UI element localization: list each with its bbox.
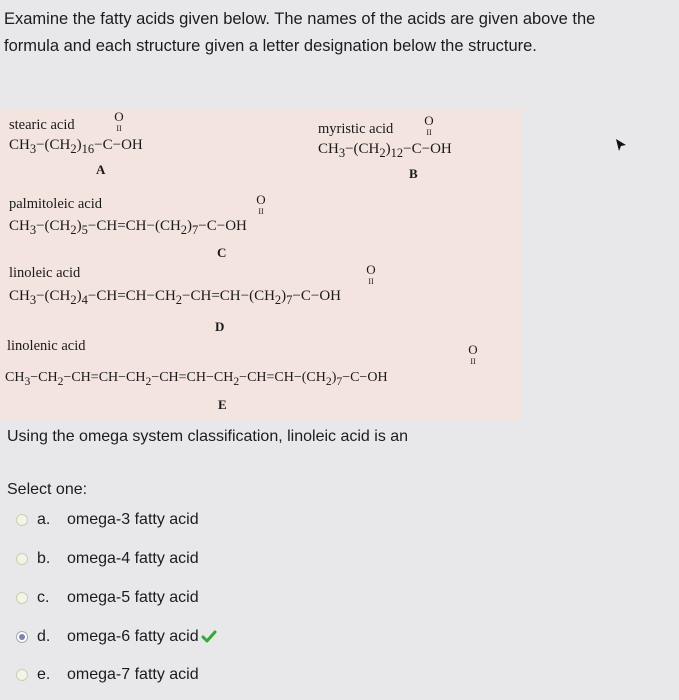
mouse-cursor-icon [614,138,628,152]
radio-b[interactable] [16,553,28,565]
linolenic-carbonyl: O II [468,342,478,366]
linolenic-acid-letter: E [218,397,227,412]
myristic-acid-name: myristic acid [318,121,394,137]
option-c-text: omega-5 fatty acid [67,589,199,606]
option-b-text: omega-4 fatty acid [67,550,199,567]
myristic-acid-letter: B [409,166,418,181]
linoleic-acid-formula: $CH_3-(CH_2)_4-CH=CH-CH_2-CH=CH-(CH_2)_7-C-OH$ [9,288,342,307]
palmitoleic-acid-formula: $CH_3-(CH_2)_5-CH=CH-(CH_2)_7-C-OH$ [9,218,247,237]
option-e[interactable] [16,662,199,688]
option-e-text: omega-7 fatty acid [67,666,199,683]
option-d[interactable] [16,624,217,650]
intro-line-1: Examine the fatty acids given below. The names of the acids are given above the [4,10,596,28]
option-b[interactable] [16,546,199,572]
stearic-carbonyl: O II [114,109,124,133]
option-e-letter: e. [37,666,51,683]
palmitoleic-acid-name: palmitoleic acid [9,196,103,212]
stearic-acid-formula: $CH_3-(CH_2)_{16}-C-OH$ [9,137,143,156]
option-c-letter: c. [37,589,50,606]
linolenic-acid-name: linolenic acid [7,338,86,354]
option-d-letter: d. [37,628,51,645]
radio-a[interactable] [16,514,28,526]
myristic-acid-formula: $CH_3-(CH_2)_{12}-C-OH$ [318,141,452,160]
linolenic-acid-formula: $CH_3-CH_2-CH=CH-CH_2-CH=CH-CH_2-CH=CH-(CH_2)_7-C-OH$ [5,370,388,388]
myristic-carbonyl: O II [424,113,434,137]
stearic-acid-letter: A [96,162,106,177]
option-b-letter: b. [37,550,51,567]
linoleic-acid-name: linoleic acid [9,265,81,281]
linoleic-carbonyl: O II [366,262,376,286]
correct-check-icon [201,630,217,644]
option-a[interactable] [16,507,199,533]
option-a-letter: a. [37,511,51,528]
option-c[interactable] [16,585,199,611]
select-one-label: Select one: [7,481,88,498]
intro-line-2: formula and each structure given a letter designation below the structure. [4,37,537,55]
stearic-acid-name: stearic acid [9,117,75,133]
fatty-acid-structures-image [0,110,521,420]
radio-e[interactable] [16,669,28,681]
palmitoleic-acid-letter: C [217,245,227,260]
palmitoleic-carbonyl: O II [256,192,266,216]
linoleic-acid-letter: D [215,319,225,334]
radio-c[interactable] [16,592,28,604]
option-a-text: omega-3 fatty acid [67,511,199,528]
radio-d[interactable] [16,631,28,643]
option-d-text: omega-6 fatty acid [67,628,199,645]
question-intro [4,6,674,60]
question-text: Using the omega system classification, linoleic acid is an [7,428,409,445]
